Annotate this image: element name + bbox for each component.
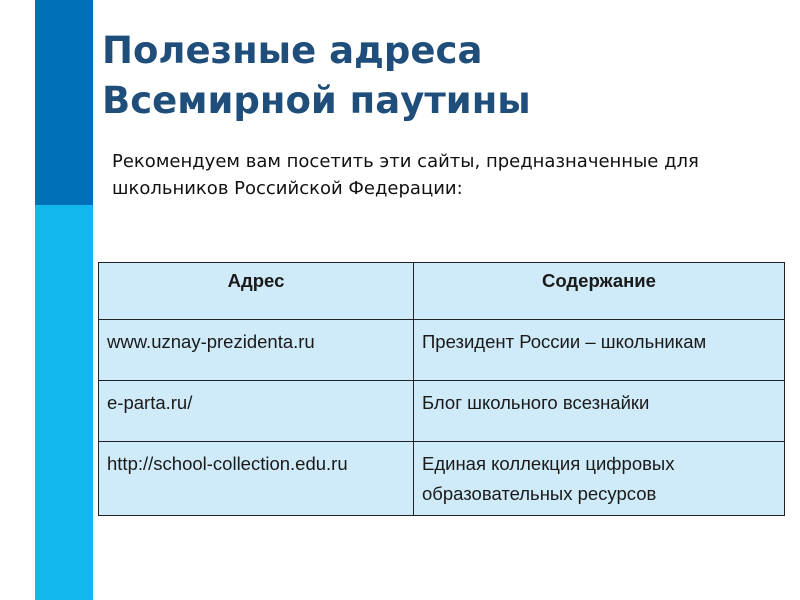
title-line-2: Всемирной паутины: [102, 79, 531, 122]
column-header-content: Содержание: [414, 263, 785, 320]
table-header-row: [99, 263, 785, 320]
site-content: Единая коллекция цифровых образовательных ресурсов: [414, 442, 785, 516]
site-content: Президент России – школьникам: [414, 320, 785, 381]
site-address: http://school-collection.edu.ru: [99, 442, 414, 516]
site-address: www.uznay-prezidenta.ru: [99, 320, 414, 381]
intro-text: Рекомендуем вам посетить эти сайты, предназначенные для школьников Российской Федерации:: [112, 151, 699, 199]
site-address: e-parta.ru/: [99, 381, 414, 442]
title-line-1: Полезные адреса: [102, 29, 483, 72]
slide-title: [102, 26, 782, 126]
accent-stripe-dark: [35, 0, 93, 205]
sites-table: [98, 262, 785, 516]
table-row: [99, 442, 785, 516]
table-row: [99, 320, 785, 381]
column-header-address: Адрес: [99, 263, 414, 320]
table-row: [99, 381, 785, 442]
site-content: Блог школьного всезнайки: [414, 381, 785, 442]
accent-stripe-light: [35, 205, 93, 600]
